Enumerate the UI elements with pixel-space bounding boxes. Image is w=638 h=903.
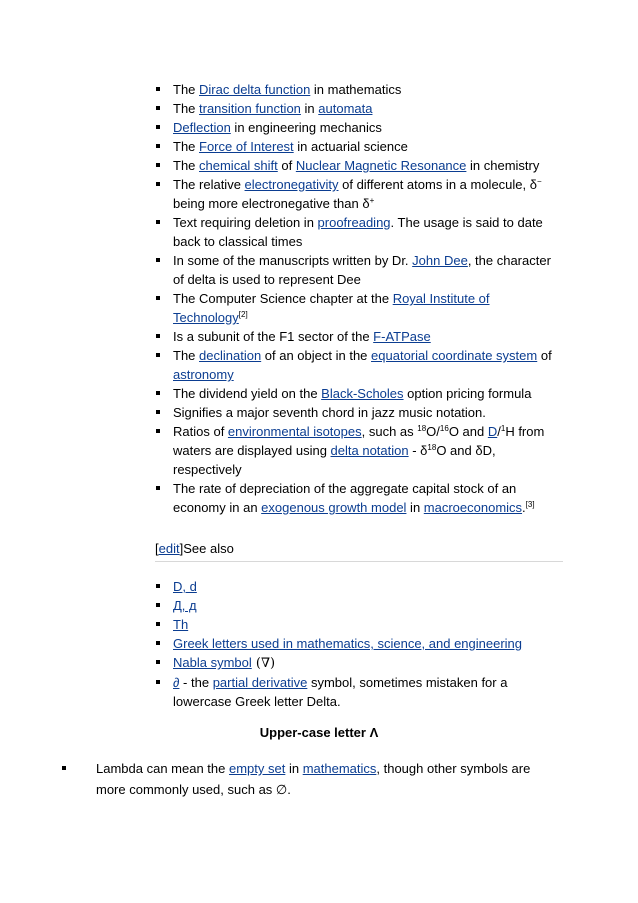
- superscript: −: [537, 177, 542, 186]
- list-item: [155, 634, 565, 653]
- list-item: [155, 422, 565, 479]
- item-text: O/: [426, 424, 440, 439]
- item-text: , though other symbols are more commonly used, such as: [96, 761, 531, 797]
- see-also-list: [155, 577, 565, 711]
- item-text: The: [173, 139, 200, 154]
- nabla-symbol: (∇): [251, 656, 276, 671]
- delta-meanings-list: [155, 80, 565, 517]
- link-partial-derivative[interactable]: partial derivative: [212, 675, 308, 690]
- section-title: See also: [183, 541, 234, 556]
- list-item: [155, 251, 565, 289]
- item-text: The: [173, 82, 200, 97]
- see-also-heading: [155, 540, 563, 562]
- item-text: of: [537, 348, 552, 363]
- link-partial-symbol[interactable]: ∂: [173, 675, 180, 690]
- list-item: [155, 80, 565, 99]
- superscript: +: [369, 196, 375, 205]
- item-text: O and: [448, 424, 488, 439]
- lambda-paragraph: [60, 758, 560, 801]
- superscript: 16: [439, 424, 449, 433]
- item-text: - δ: [408, 443, 428, 458]
- item-text: in mathematics: [310, 82, 402, 97]
- list-item: [155, 137, 565, 156]
- bracket: [: [155, 541, 159, 556]
- item-text: /: [497, 424, 501, 439]
- list-item: [155, 118, 565, 137]
- link-macroeconomics[interactable]: macroeconomics: [423, 500, 523, 515]
- link-equatorial-coordinate-system[interactable]: equatorial coordinate system: [371, 348, 538, 363]
- link-nmr[interactable]: Nuclear Magnetic Resonance: [295, 158, 467, 173]
- paragraph-text: [60, 758, 560, 801]
- list-item: [155, 346, 565, 384]
- list-item: [155, 99, 565, 118]
- item-text: , such as: [361, 424, 418, 439]
- link-exogenous-growth-model[interactable]: exogenous growth model: [261, 500, 407, 515]
- edit-link[interactable]: edit: [158, 541, 180, 556]
- superscript: 18: [417, 424, 427, 433]
- item-text: The dividend yield on the: [173, 386, 322, 401]
- bullet: [62, 766, 66, 770]
- link-greek-letters-math[interactable]: Greek letters used in mathematics, science, and engineering: [173, 636, 523, 651]
- link-f-atpase[interactable]: F-ATPase: [373, 329, 431, 344]
- link-black-scholes[interactable]: Black-Scholes: [321, 386, 404, 401]
- item-text: The: [173, 158, 200, 173]
- link-declination[interactable]: declination: [199, 348, 262, 363]
- link-royal-institute[interactable]: Royal Institute of Technology: [173, 291, 490, 325]
- list-item: [155, 615, 565, 634]
- bracket: ]: [179, 541, 184, 556]
- link-d[interactable]: D, d: [173, 579, 197, 594]
- list-item: [155, 327, 565, 346]
- link-delta-notation[interactable]: delta notation: [330, 443, 409, 458]
- citation-ref[interactable]: [3]: [525, 500, 535, 509]
- item-text: . The usage is said to date back to classical times: [173, 215, 543, 249]
- list-item: [155, 156, 565, 175]
- upper-case-heading: Upper-case letter Λ: [259, 725, 379, 740]
- item-text: The: [173, 101, 200, 116]
- superscript: 18: [427, 443, 437, 452]
- link-dirac-delta[interactable]: Dirac delta function: [199, 82, 311, 97]
- list-item: [155, 289, 565, 327]
- link-john-dee[interactable]: John Dee: [412, 253, 468, 268]
- list-item: [155, 213, 565, 251]
- item-text: in: [285, 761, 303, 776]
- citation-ref[interactable]: [2]: [238, 310, 248, 319]
- link-deflection[interactable]: Deflection: [173, 120, 231, 135]
- item-text: , the character of delta is used to represent Dee: [173, 253, 551, 287]
- item-text: .: [287, 782, 291, 797]
- list-item: [155, 384, 565, 403]
- item-text: in: [300, 101, 319, 116]
- list-item: [155, 596, 565, 615]
- link-empty-set[interactable]: empty set: [228, 761, 286, 776]
- item-text: H from waters are displayed using: [173, 424, 545, 458]
- item-text: option pricing formula: [403, 386, 532, 401]
- list-item: [155, 577, 565, 596]
- list-item: [155, 479, 565, 517]
- link-force-of-interest[interactable]: Force of Interest: [199, 139, 294, 154]
- link-proofreading[interactable]: proofreading: [317, 215, 391, 230]
- link-chemical-shift[interactable]: chemical shift: [199, 158, 278, 173]
- item-text: Signifies a major seventh chord in jazz music notation.: [173, 405, 486, 420]
- link-automata[interactable]: automata: [318, 101, 373, 116]
- item-text: Text requiring deletion in: [173, 215, 318, 230]
- item-text: in engineering mechanics: [230, 120, 382, 135]
- item-text: symbol, sometimes mistaken for a lowercase Greek letter Delta.: [173, 675, 508, 709]
- item-text: of: [277, 158, 296, 173]
- item-text: of different atoms in a molecule, δ: [338, 177, 537, 192]
- link-deuterium[interactable]: D: [487, 424, 498, 439]
- item-text: Ratios of: [173, 424, 228, 439]
- item-text: O and δD, respectively: [173, 443, 496, 477]
- list-item: [155, 673, 565, 711]
- item-text: in chemistry: [466, 158, 540, 173]
- item-text: of an object in the: [261, 348, 372, 363]
- link-th[interactable]: Th: [173, 617, 189, 632]
- item-text: In some of the manuscripts written by Dr.: [173, 253, 413, 268]
- item-text: Is a subunit of the F1 sector of the: [173, 329, 374, 344]
- item-text: Lambda can mean the: [96, 761, 229, 776]
- item-text: The relative: [173, 177, 245, 192]
- item-text: in: [406, 500, 424, 515]
- item-text: The Computer Science chapter at the: [173, 291, 393, 306]
- item-text: The rate of depreciation of the aggregate capital stock of an economy in an: [173, 481, 517, 515]
- item-text: in actuarial science: [293, 139, 408, 154]
- item-text: being more electronegative than δ: [173, 196, 370, 211]
- item-text: The: [173, 348, 200, 363]
- item-text: - the: [179, 675, 213, 690]
- link-cyrillic-de[interactable]: Д, д: [173, 598, 197, 613]
- link-electronegativity[interactable]: electronegativity: [244, 177, 339, 192]
- link-astronomy[interactable]: astronomy: [173, 367, 234, 382]
- link-nabla-symbol[interactable]: Nabla symbol: [173, 655, 252, 670]
- empty-set-symbol: ∅: [275, 783, 288, 798]
- list-item: [155, 653, 565, 673]
- item-text: .: [522, 500, 526, 515]
- list-item: [155, 403, 565, 422]
- list-item: [155, 175, 565, 213]
- link-mathematics[interactable]: mathematics: [302, 761, 377, 776]
- superscript: 1: [500, 424, 506, 433]
- link-environmental-isotopes[interactable]: environmental isotopes: [227, 424, 362, 439]
- link-transition-function[interactable]: transition function: [199, 101, 301, 116]
